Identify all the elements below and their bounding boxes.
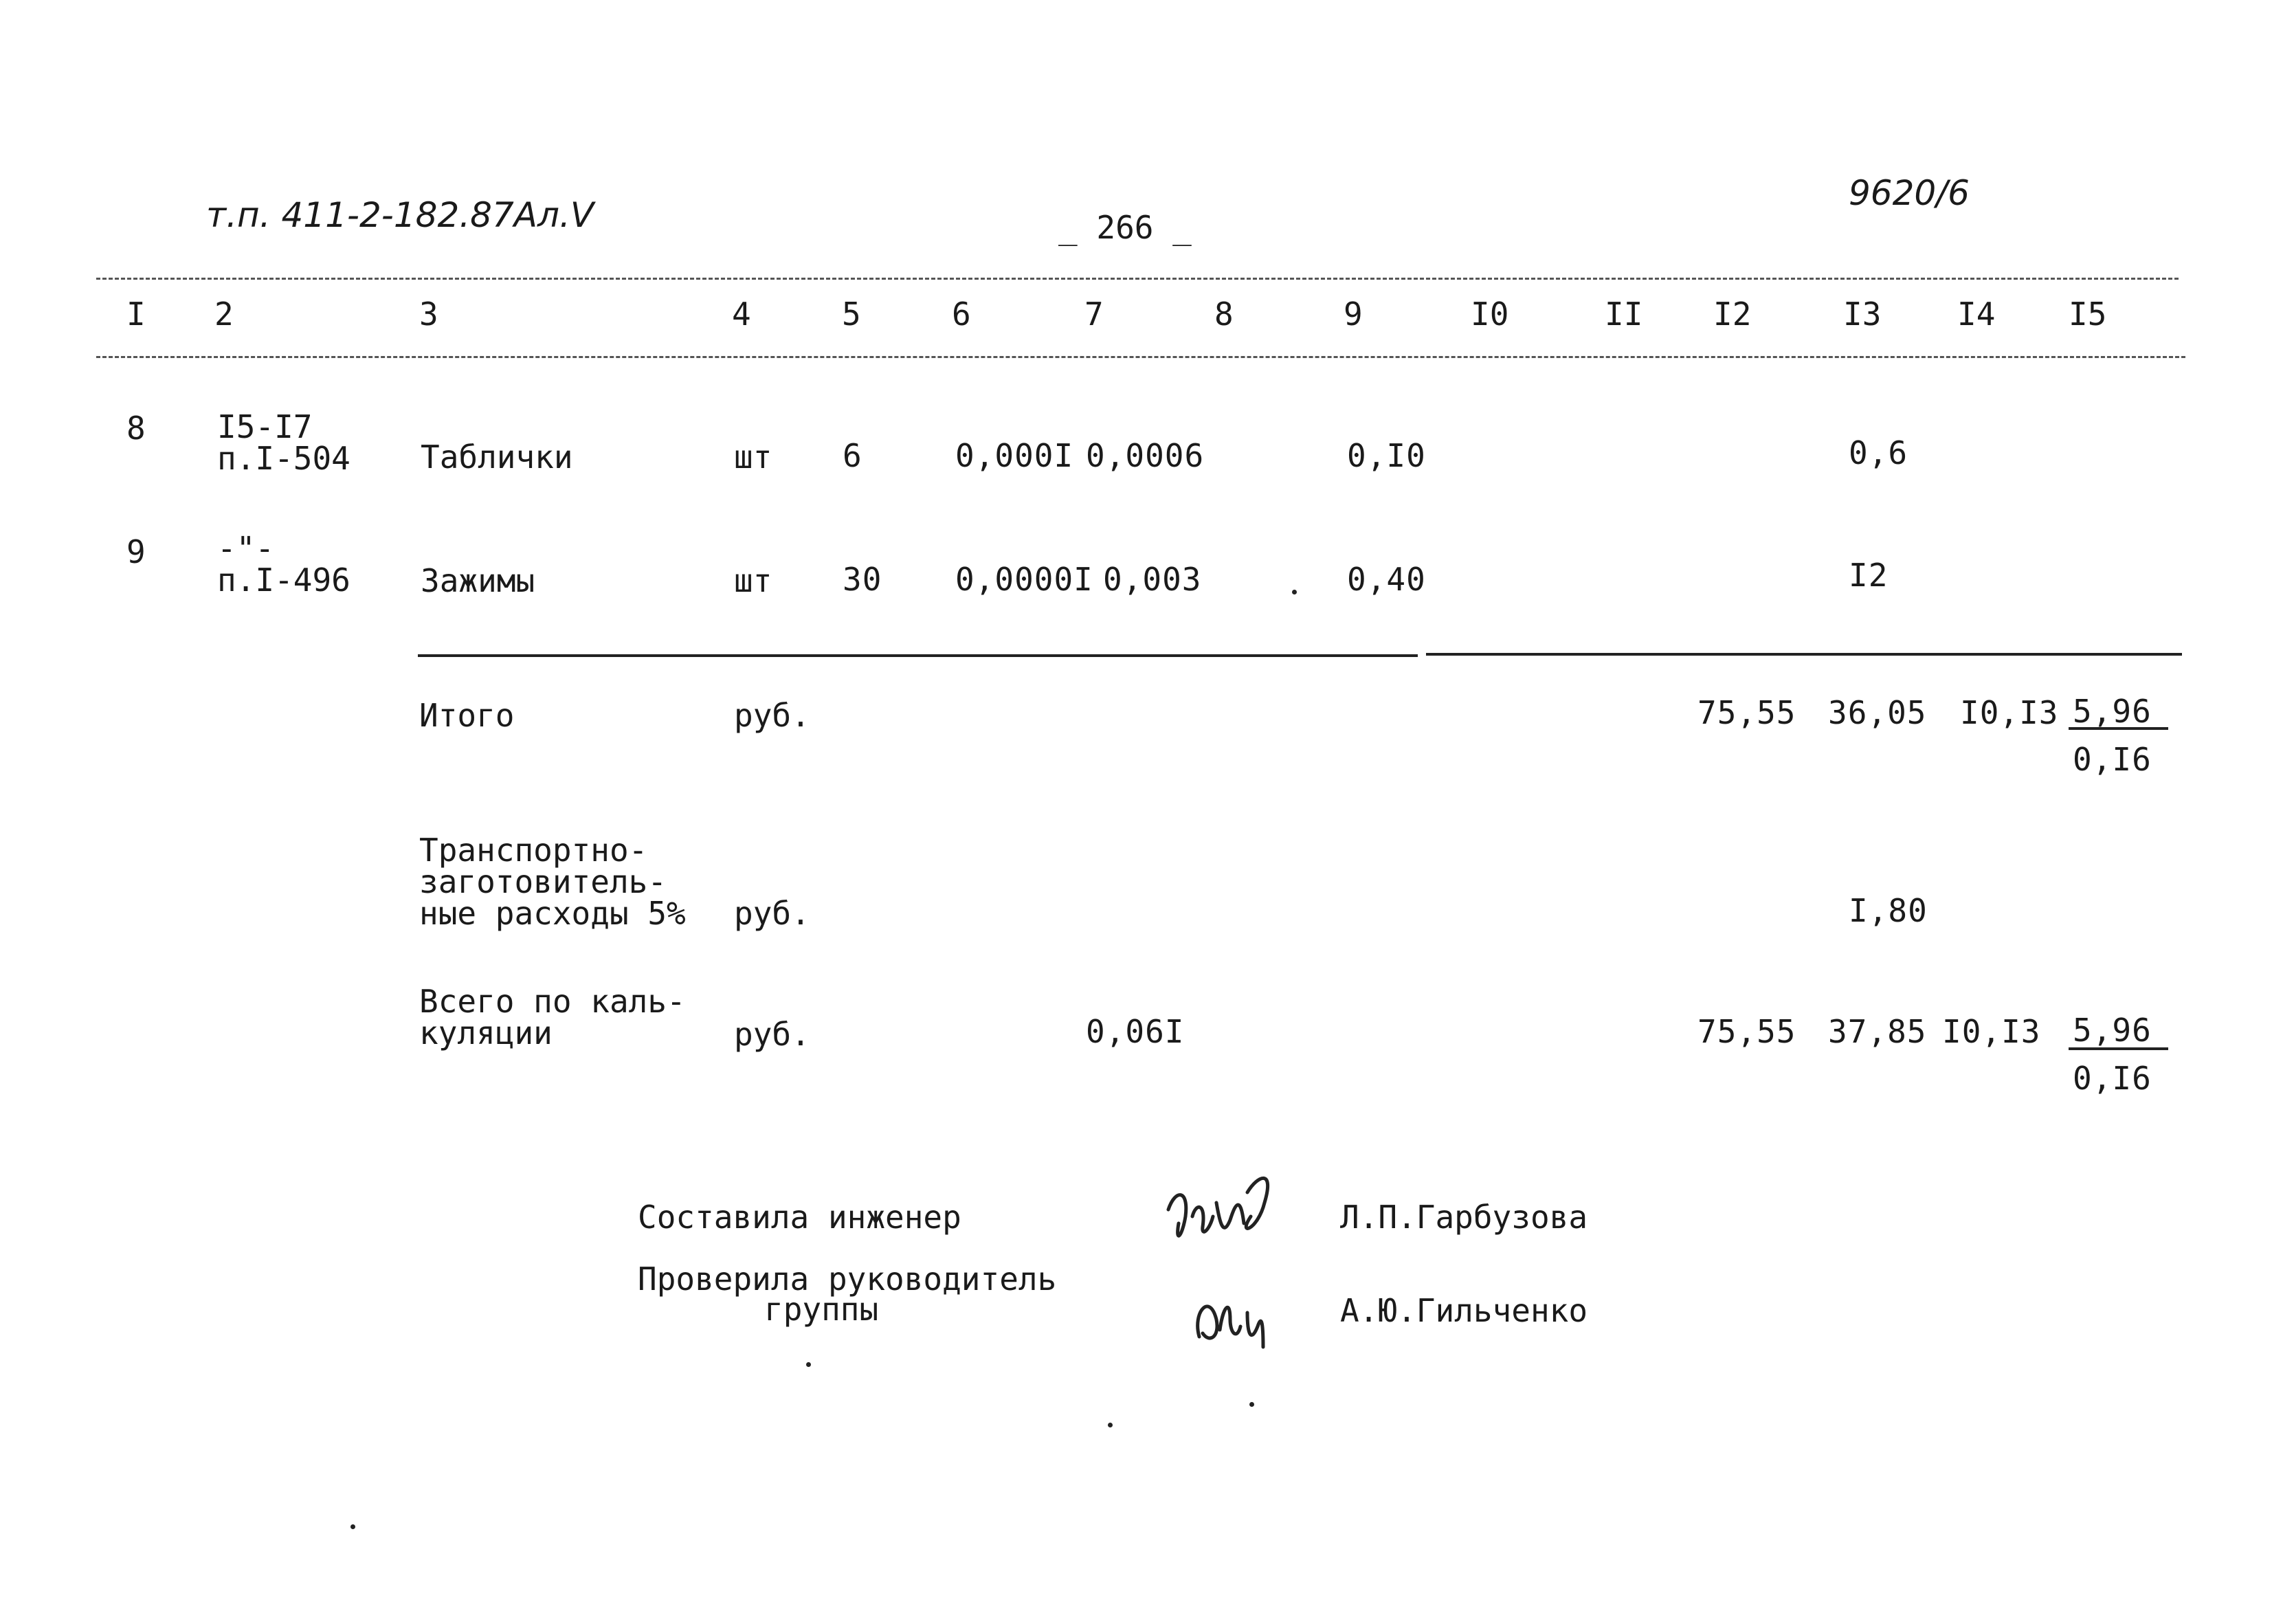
row-name: Зажимы (421, 562, 535, 599)
col-header-11: II (1605, 296, 1643, 333)
col-header-6: 6 (952, 296, 971, 333)
transport-unit: руб. (734, 895, 810, 932)
vsego-col15-top: 5,96 (2073, 1012, 2152, 1049)
col-header-8: 8 (1214, 296, 1234, 333)
checked-by-label-line2: группы (764, 1291, 879, 1328)
row-qty: 30 (843, 561, 882, 598)
col-header-9: 9 (1344, 296, 1363, 333)
compiled-by-name: Л.П.Гарбузова (1340, 1199, 1588, 1236)
row-unit: шт (734, 562, 772, 599)
col-header-4: 4 (732, 296, 751, 333)
transport-col13: I,80 (1849, 892, 1928, 929)
vsego-label-line1: Всего по каль- (419, 983, 686, 1020)
checked-by-label-line1: Проверила руководитель (638, 1260, 1057, 1298)
totals-divider-right (1426, 653, 2182, 656)
col-header-1: I (126, 296, 146, 333)
vsego-col15-bottom: 0,I6 (2073, 1060, 2152, 1097)
row-col7: 0,003 (1103, 561, 1202, 598)
vsego-unit: руб. (734, 1016, 810, 1053)
row-col9: 0,40 (1347, 561, 1426, 598)
vsego-col12: 75,55 (1697, 1013, 1796, 1050)
scan-speck (1292, 590, 1297, 594)
transport-label-line2: заготовитель- (419, 863, 667, 900)
row-col9: 0,I0 (1347, 437, 1426, 474)
row-ref-line1: -"- (217, 530, 275, 567)
table-top-rule (96, 278, 2179, 280)
table-header-bottom-rule (96, 356, 2185, 358)
row-number: 8 (126, 410, 146, 447)
totals-divider-left (418, 654, 1418, 657)
itogo-col15-bottom: 0,I6 (2073, 741, 2152, 778)
col-header-13: I3 (1843, 296, 1882, 333)
col-header-12: I2 (1713, 296, 1752, 333)
itogo-fraction-bar (2069, 727, 2168, 730)
scan-speck (350, 1524, 355, 1529)
transport-label-line1: Транспортно- (419, 832, 648, 869)
row-col13: 0,6 (1849, 434, 1908, 471)
itogo-col14: I0,I3 (1960, 694, 2059, 731)
row-col13: I2 (1849, 557, 1889, 594)
col-header-5: 5 (842, 296, 861, 333)
itogo-col12: 75,55 (1697, 694, 1796, 731)
vsego-label (419, 983, 686, 1052)
page-number: _ 266 _ (1058, 209, 1192, 246)
row-col6: 0,000I (955, 437, 1074, 474)
row-col7: 0,0006 (1086, 437, 1205, 474)
handwritten-signature-2 (1182, 1278, 1285, 1361)
vsego-col14: I0,I3 (1942, 1013, 2041, 1050)
col-header-10: I0 (1471, 296, 1509, 333)
vsego-label-line2: куляции (419, 1014, 553, 1052)
row-ref-line2: п.I-496 (217, 561, 350, 599)
itogo-col15-top: 5,96 (2073, 693, 2152, 730)
row-qty: 6 (843, 437, 862, 474)
row-ref (217, 408, 350, 477)
itogo-unit: руб. (734, 697, 810, 734)
transport-label-line3: ные расходы 5% (419, 895, 686, 932)
col-header-15: I5 (2069, 296, 2107, 333)
itogo-col13: 36,05 (1828, 694, 1927, 731)
vsego-fraction-bar (2069, 1047, 2168, 1050)
col-header-7: 7 (1084, 296, 1104, 333)
handwritten-signature-1 (1155, 1161, 1292, 1265)
col-header-14: I4 (1957, 296, 1996, 333)
col-header-2: 2 (214, 296, 234, 333)
row-ref (217, 530, 350, 599)
row-ref-line1: I5-I7 (217, 408, 313, 445)
row-name: Таблички (421, 438, 573, 476)
transport-label (419, 832, 686, 932)
itogo-label: Итого (419, 697, 515, 734)
row-col6: 0,0000I (955, 561, 1093, 598)
col-header-3: 3 (419, 296, 438, 333)
compiled-by-label: Составила инженер (638, 1199, 961, 1236)
checked-by-name: А.Ю.Гильченко (1340, 1292, 1588, 1329)
vsego-col13: 37,85 (1828, 1013, 1927, 1050)
archive-number: 9620/6 (1849, 173, 1970, 213)
document-code: т.п. 411-2-182.87Ал.V (206, 195, 594, 235)
scan-speck (806, 1362, 811, 1367)
vsego-col7: 0,06I (1086, 1013, 1185, 1050)
scan-speck (1249, 1402, 1254, 1407)
scan-speck (1108, 1423, 1113, 1427)
row-number: 9 (126, 533, 146, 570)
row-ref-line2: п.I-504 (217, 440, 350, 477)
row-unit: шт (734, 438, 772, 476)
